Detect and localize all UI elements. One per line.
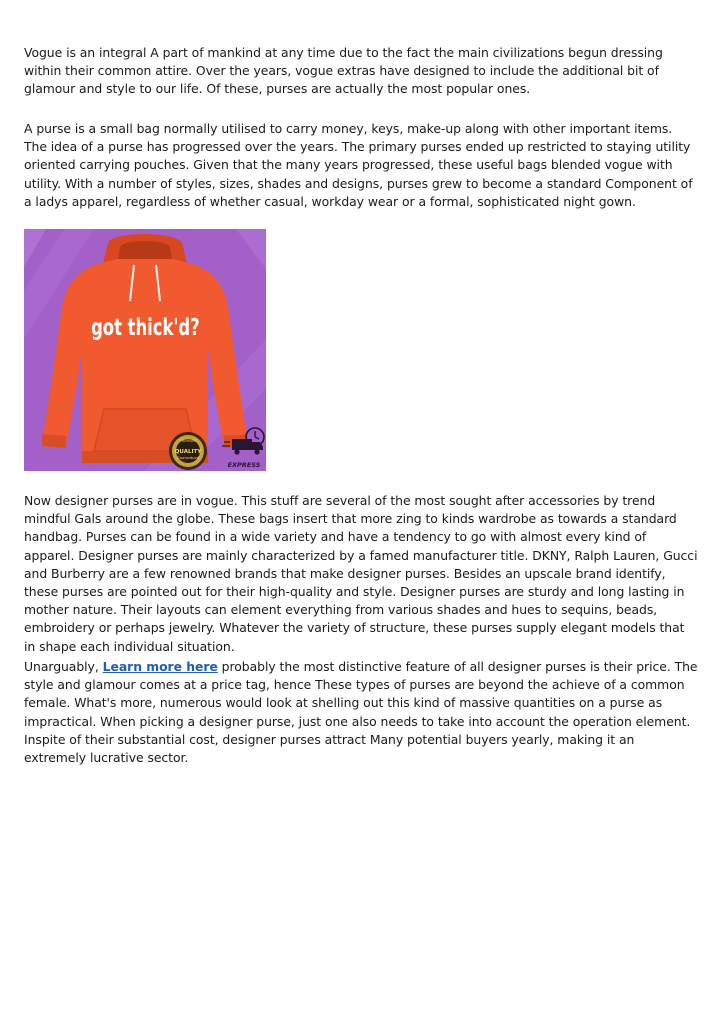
- paragraph-price-lead: Unarguably,: [24, 659, 103, 674]
- svg-text:PREMIUM: PREMIUM: [179, 439, 197, 443]
- svg-text:QUALITY: QUALITY: [174, 449, 202, 455]
- hoodie-product-image: [24, 229, 266, 471]
- paragraph-price-body: probably the most distinctive feature of all designer purses is their price. The style and glamour comes at a price tag, hence These types of purses are beyond the achieve of a common female. What's more, numerous would look at shelling out this kind of massive quantities on a purse as impractical. When picking a designer purse, just one also needs to take into account the operation element. Inspite of their substantial cost, designer purses attract Many potential buyers yearly, making it an extremely lucrative sector.: [24, 659, 698, 766]
- svg-text:Guaranteed: Guaranteed: [176, 455, 200, 460]
- paragraph-designer-purses: Now designer purses are in vogue. This stuff are several of the most sought after accessories by trend mindful Gals around the globe. These bags insert that more zing to kinds wardrobe as towards a standard handbag. Purses can be found in a wide variety and have a tendency to go with almost every kind of apparel. Designer purses are mainly characterized by a famed manufacturer title. DKNY, Ralph Lauren, Gucci and Burberry are a few renowned brands that make designer purses. Besides an upscale brand identify, these purses are pointed out for their high-quality and style. Designer purses are sturdy and long lasting in mother nature. Their layouts can element everything from various shades and hues to sequins, beads, embroidery or perhaps jewelry. Whatever the variety of structure, these purses supply elegant models that in shape each individual situation.: [24, 493, 698, 654]
- quality-badge-icon: [169, 432, 207, 470]
- learn-more-link[interactable]: Learn more here: [102, 659, 218, 674]
- paragraph-price: [24, 658, 698, 767]
- hoodie-print-text: got thick'd?: [91, 312, 200, 341]
- paragraph-intro: Vogue is an integral A part of mankind at any time due to the fact the main civilizations begun dressing within their common attire. Over the years, vogue extras have designed to include the additional bit of glamour and style to our life. Of these, purses are actually the most popular ones.: [24, 45, 663, 97]
- paragraph-purse-definition: A purse is a small bag normally utilised to carry money, keys, make-up along with other important items. The idea of a purse has progressed over the years. The primary purses ended up restricted to staying utility oriented carrying pouches. Given that the many years progressed, these useful bags blended vogue with utility. With a number of styles, sizes, shades and designs, purses grew to become a standard Component of a ladys apparel, regardless of whether casual, workday wear or a formal, sophisticated night gown.: [24, 121, 693, 209]
- svg-text:EXPRESS: EXPRESS: [227, 461, 261, 469]
